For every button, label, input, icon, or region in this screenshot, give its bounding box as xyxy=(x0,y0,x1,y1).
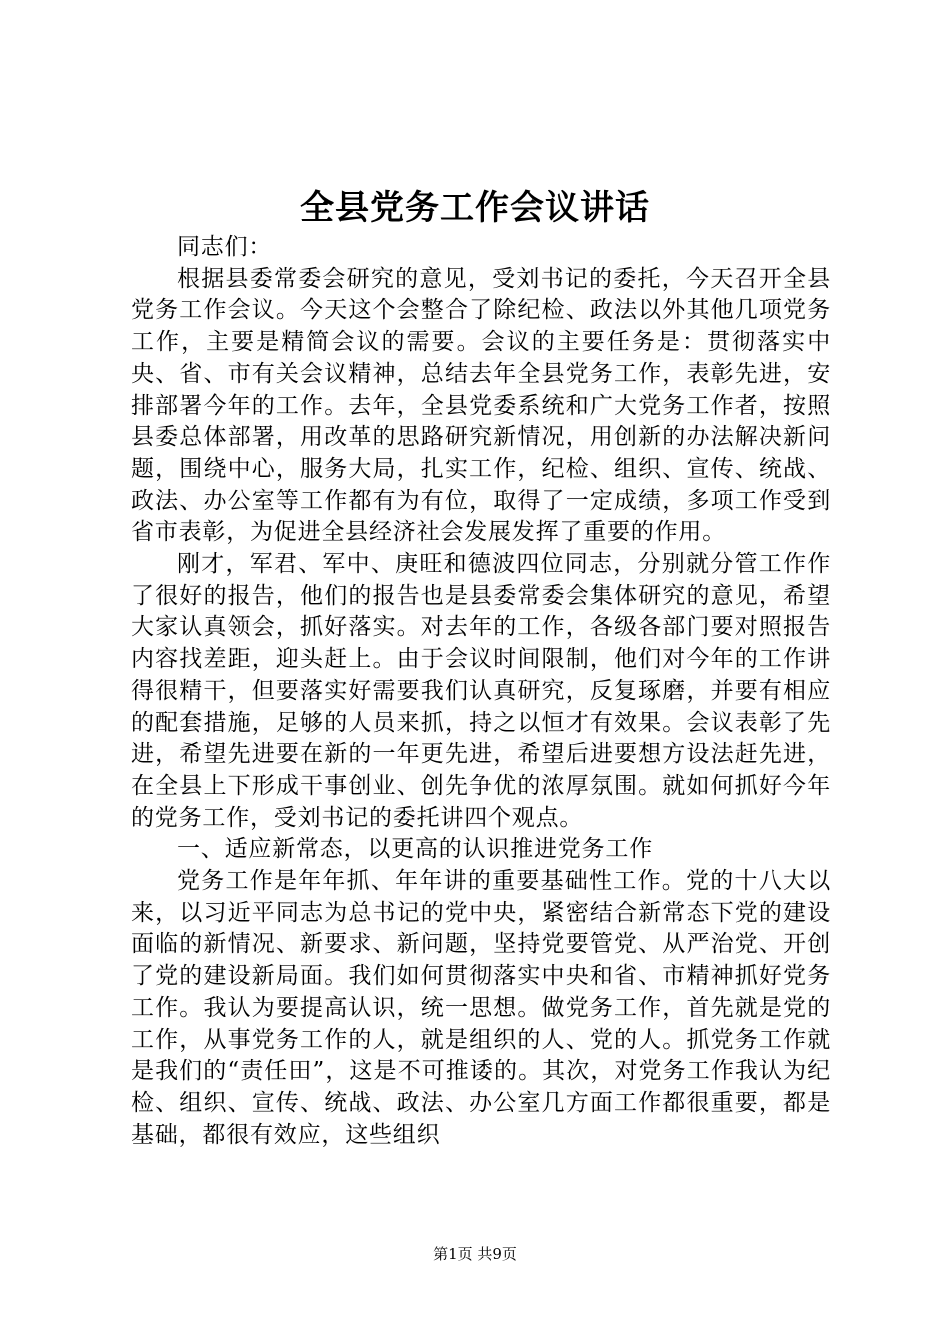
paragraph-salutation: 同志们： xyxy=(177,234,273,260)
document-title: 全县党务工作会议讲话 xyxy=(300,188,650,228)
page-footer: 第1页 共9页 xyxy=(433,1245,517,1263)
document-body xyxy=(131,232,831,1151)
paragraph-reports: 刚才，军君、军中、庚旺和德波四位同志，分别就分管工作作了很好的报告，他们的报告也是县委常委会集体研究的意见，希望大家认真领会，抓好落实。对去年的工作，各级各部门要对照报告内容找差距，迎头赶上。由于会议时间限制，他们对今年的工作讲得很精干，但要落实好需要我们认真研究，反复琢磨，并要有相应的配套措施，足够的人员来抓，持之以恒才有效果。会议表彰了先进，希望先进要在新的一年更先进，希望后进要想方设法赶先进，在全县上下形成干事创业、创先争优的浓厚氛围。就如何抓好今年的党务工作，受刘书记的委托讲四个观点。 xyxy=(131,551,831,831)
paragraph-intro: 根据县委常委会研究的意见，受刘书记的委托，今天召开全县党务工作会议。今天这个会整合了除纪检、政法以外其他几项党务工作，主要是精简会议的需要。会议的主要任务是：贯彻落实中央、省、市有关会议精神，总结去年全县党务工作，表彰先进，安排部署今年的工作。去年，全县党委系统和广大党务工作者，按照县委总体部署，用改革的思路研究新情况，用创新的办法解决新问题，围绕中心，服务大局，扎实工作，纪检、组织、宣传、统战、政法、办公室等工作都有为有位，取得了一定成绩，多项工作受到省市表彰，为促进全县经济社会发展发挥了重要的作用。 xyxy=(131,265,831,546)
section-heading-1: 一、适应新常态，以更高的认识推进党务工作 xyxy=(177,836,653,863)
paragraph-section-1: 党务工作是年年抓、年年讲的重要基础性工作。党的十八大以来，以习近平同志为总书记的党中央，紧密结合新常态下党的建设面临的新情况、新要求、新问题，坚持党要管党、从严治党、开创了党的建设新局面。我们如何贯彻落实中央和省、市精神抓好党务工作。我认为要提高认识，统一思想。做党务工作，首先就是党的工作，从事党务工作的人，就是组织的人、党的人。抓党务工作就是我们的“责任田”，这是不可推诿的。其次，对党务工作我认为纪检、组织、宣传、统战、政法、办公室几方面工作都很重要，都是基础，都很有效应，这些组织 xyxy=(131,868,831,1148)
